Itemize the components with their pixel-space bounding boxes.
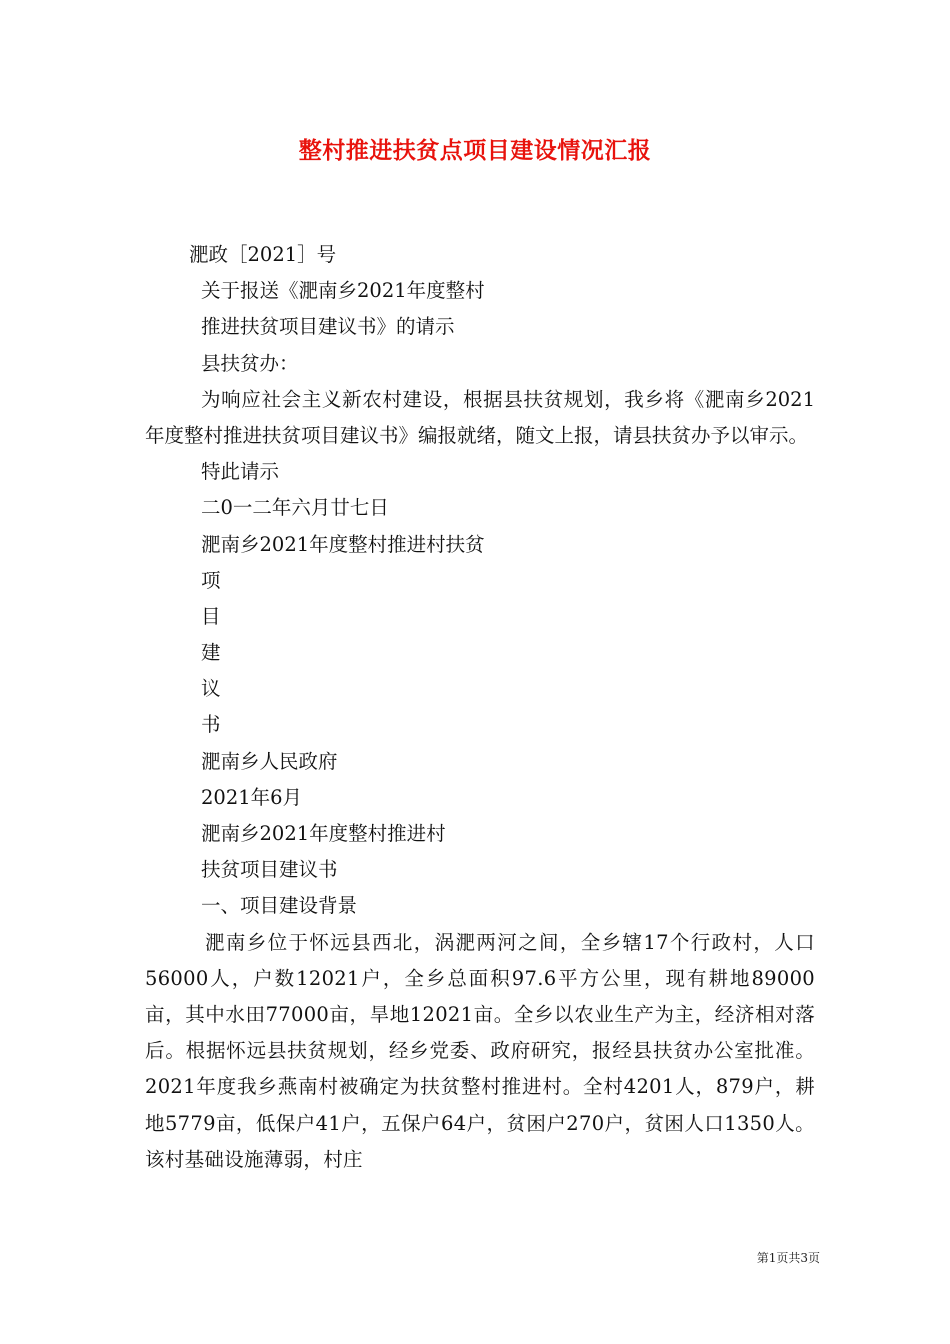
cover-char-2: 目	[201, 604, 221, 628]
closing-line: 特此请示	[201, 460, 280, 484]
doc-title-line-1: 淝南乡2021年度整村推进村	[201, 822, 446, 846]
cover-char-4: 议	[201, 677, 221, 701]
document-title: 整村推进扶贫点项目建设情况汇报	[298, 138, 652, 164]
background-paragraph: 淝南乡位于怀远县西北，涡淝两河之间，全乡辖17个行政村，人口56000人，户数12021户，全乡总面积97.6平方公里，现有耕地89000亩，其中水田77000亩，旱地12021亩。全乡以农业生产为主，经济相对落后。根据怀远县扶贫规划，经乡党委、政府研究，报经县扶贫办公室批准。2021年度我乡燕南村被确定为扶贫整村推进村。全村4201人，879户，耕地5779亩，低保户41户，五保户64户，贫困户270户，贫困人口1350人。该村基础设施薄弱，村庄	[145, 930, 815, 1171]
cover-title-line: 淝南乡2021年度整村推进村扶贫	[201, 532, 485, 556]
issuer-line: 淝南乡人民政府	[201, 749, 338, 773]
doc-title-line-2: 扶贫项目建议书	[201, 858, 338, 882]
subject-line-1: 关于报送《淝南乡2021年度整村	[201, 279, 485, 303]
cover-char-3: 建	[201, 641, 221, 665]
date-line: 二0一二年六月廿七日	[201, 496, 389, 520]
doc-number-line: 淝政［2021］号	[189, 243, 337, 266]
cover-char-1: 项	[201, 568, 221, 592]
recipient-line: 县扶贫办：	[201, 351, 299, 375]
document-body	[145, 237, 815, 1178]
cover-char-5: 书	[201, 713, 221, 737]
request-paragraph: 为响应社会主义新农村建设，根据县扶贫规划，我乡将《淝南乡2021年度整村推进扶贫项目建议书》编报就绪，随文上报，请县扶贫办予以审示。	[145, 387, 815, 447]
issue-date-line: 2021年6月	[201, 785, 303, 809]
section-heading: 一、项目建设背景	[201, 894, 358, 918]
subject-line-2: 推进扶贫项目建议书》的请示	[201, 315, 455, 339]
page-number: 第1页共3页	[756, 1251, 820, 1265]
